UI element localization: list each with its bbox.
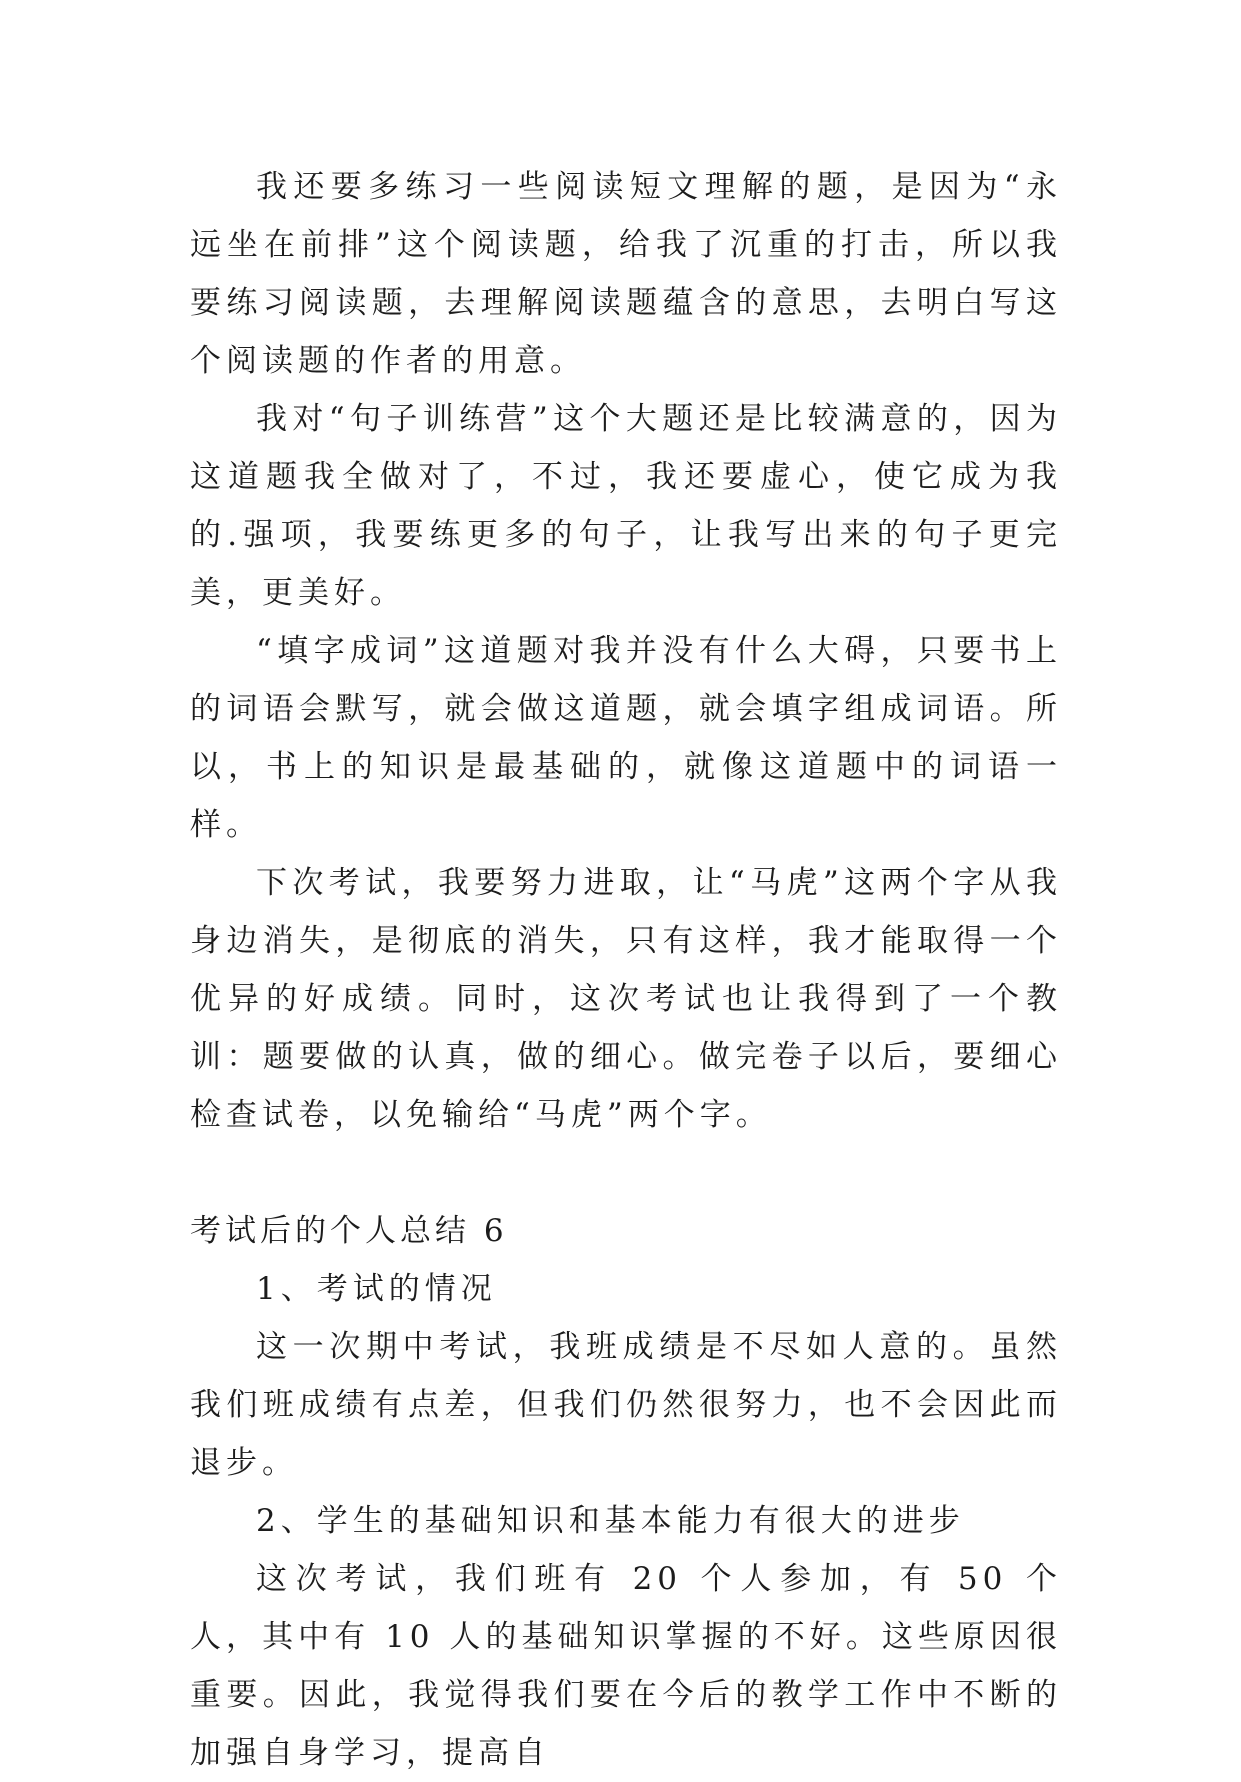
paragraph-reading-practice: 我还要多练习一些阅读短文理解的题，是因为“永远坐在前排”这个阅读题，给我了沉重的打击，所以我要练习阅读题，去理解阅读题蕴含的意思，去明白写这个阅读题的作者的用意。 [190,169,1062,379]
section-spacer [190,1144,1062,1202]
paragraph-fill-words: “填字成词”这道题对我并没有什么大碍，只要书上的词语会默写，就会做这道题，就会填字组成词语。所以，书上的知识是最基础的，就像这道题中的词语一样。 [190,633,1062,843]
paragraph-sentence-training: 我对“句子训练营”这个大题还是比较满意的，因为这道题我全做对了，不过，我还要虚心，使它成为我的.强项，我要练更多的句子，让我写出来的句子更完美，更美好。 [190,401,1062,611]
section-title: 考试后的个人总结 6 [190,1213,508,1249]
paragraph-midterm-result: 这一次期中考试，我班成绩是不尽如人意的。虽然我们班成绩有点差，但我们仍然很努力，也不会因此而退步。 [190,1329,1062,1481]
subheading-student-progress: 2、学生的基础知识和基本能力有很大的进步 [256,1503,965,1539]
paragraph-exam-statistics: 这次考试，我们班有 20 个人参加，有 50 个人，其中有 10 人的基础知识掌握的不好。这些原因很重要。因此，我觉得我们要在今后的教学工作中不断的加强自身学习，提高自 [190,1561,1062,1771]
document-body [190,158,1062,1782]
subheading-exam-situation: 1、考试的情况 [256,1271,497,1307]
paragraph-next-exam: 下次考试，我要努力进取，让“马虎”这两个字从我身边消失，是彻底的消失，只有这样，我才能取得一个优异的好成绩。同时，这次考试也让我得到了一个教训：题要做的认真，做的细心。做完卷子以后，要细心检查试卷，以免输给“马虎”两个字。 [190,865,1062,1133]
